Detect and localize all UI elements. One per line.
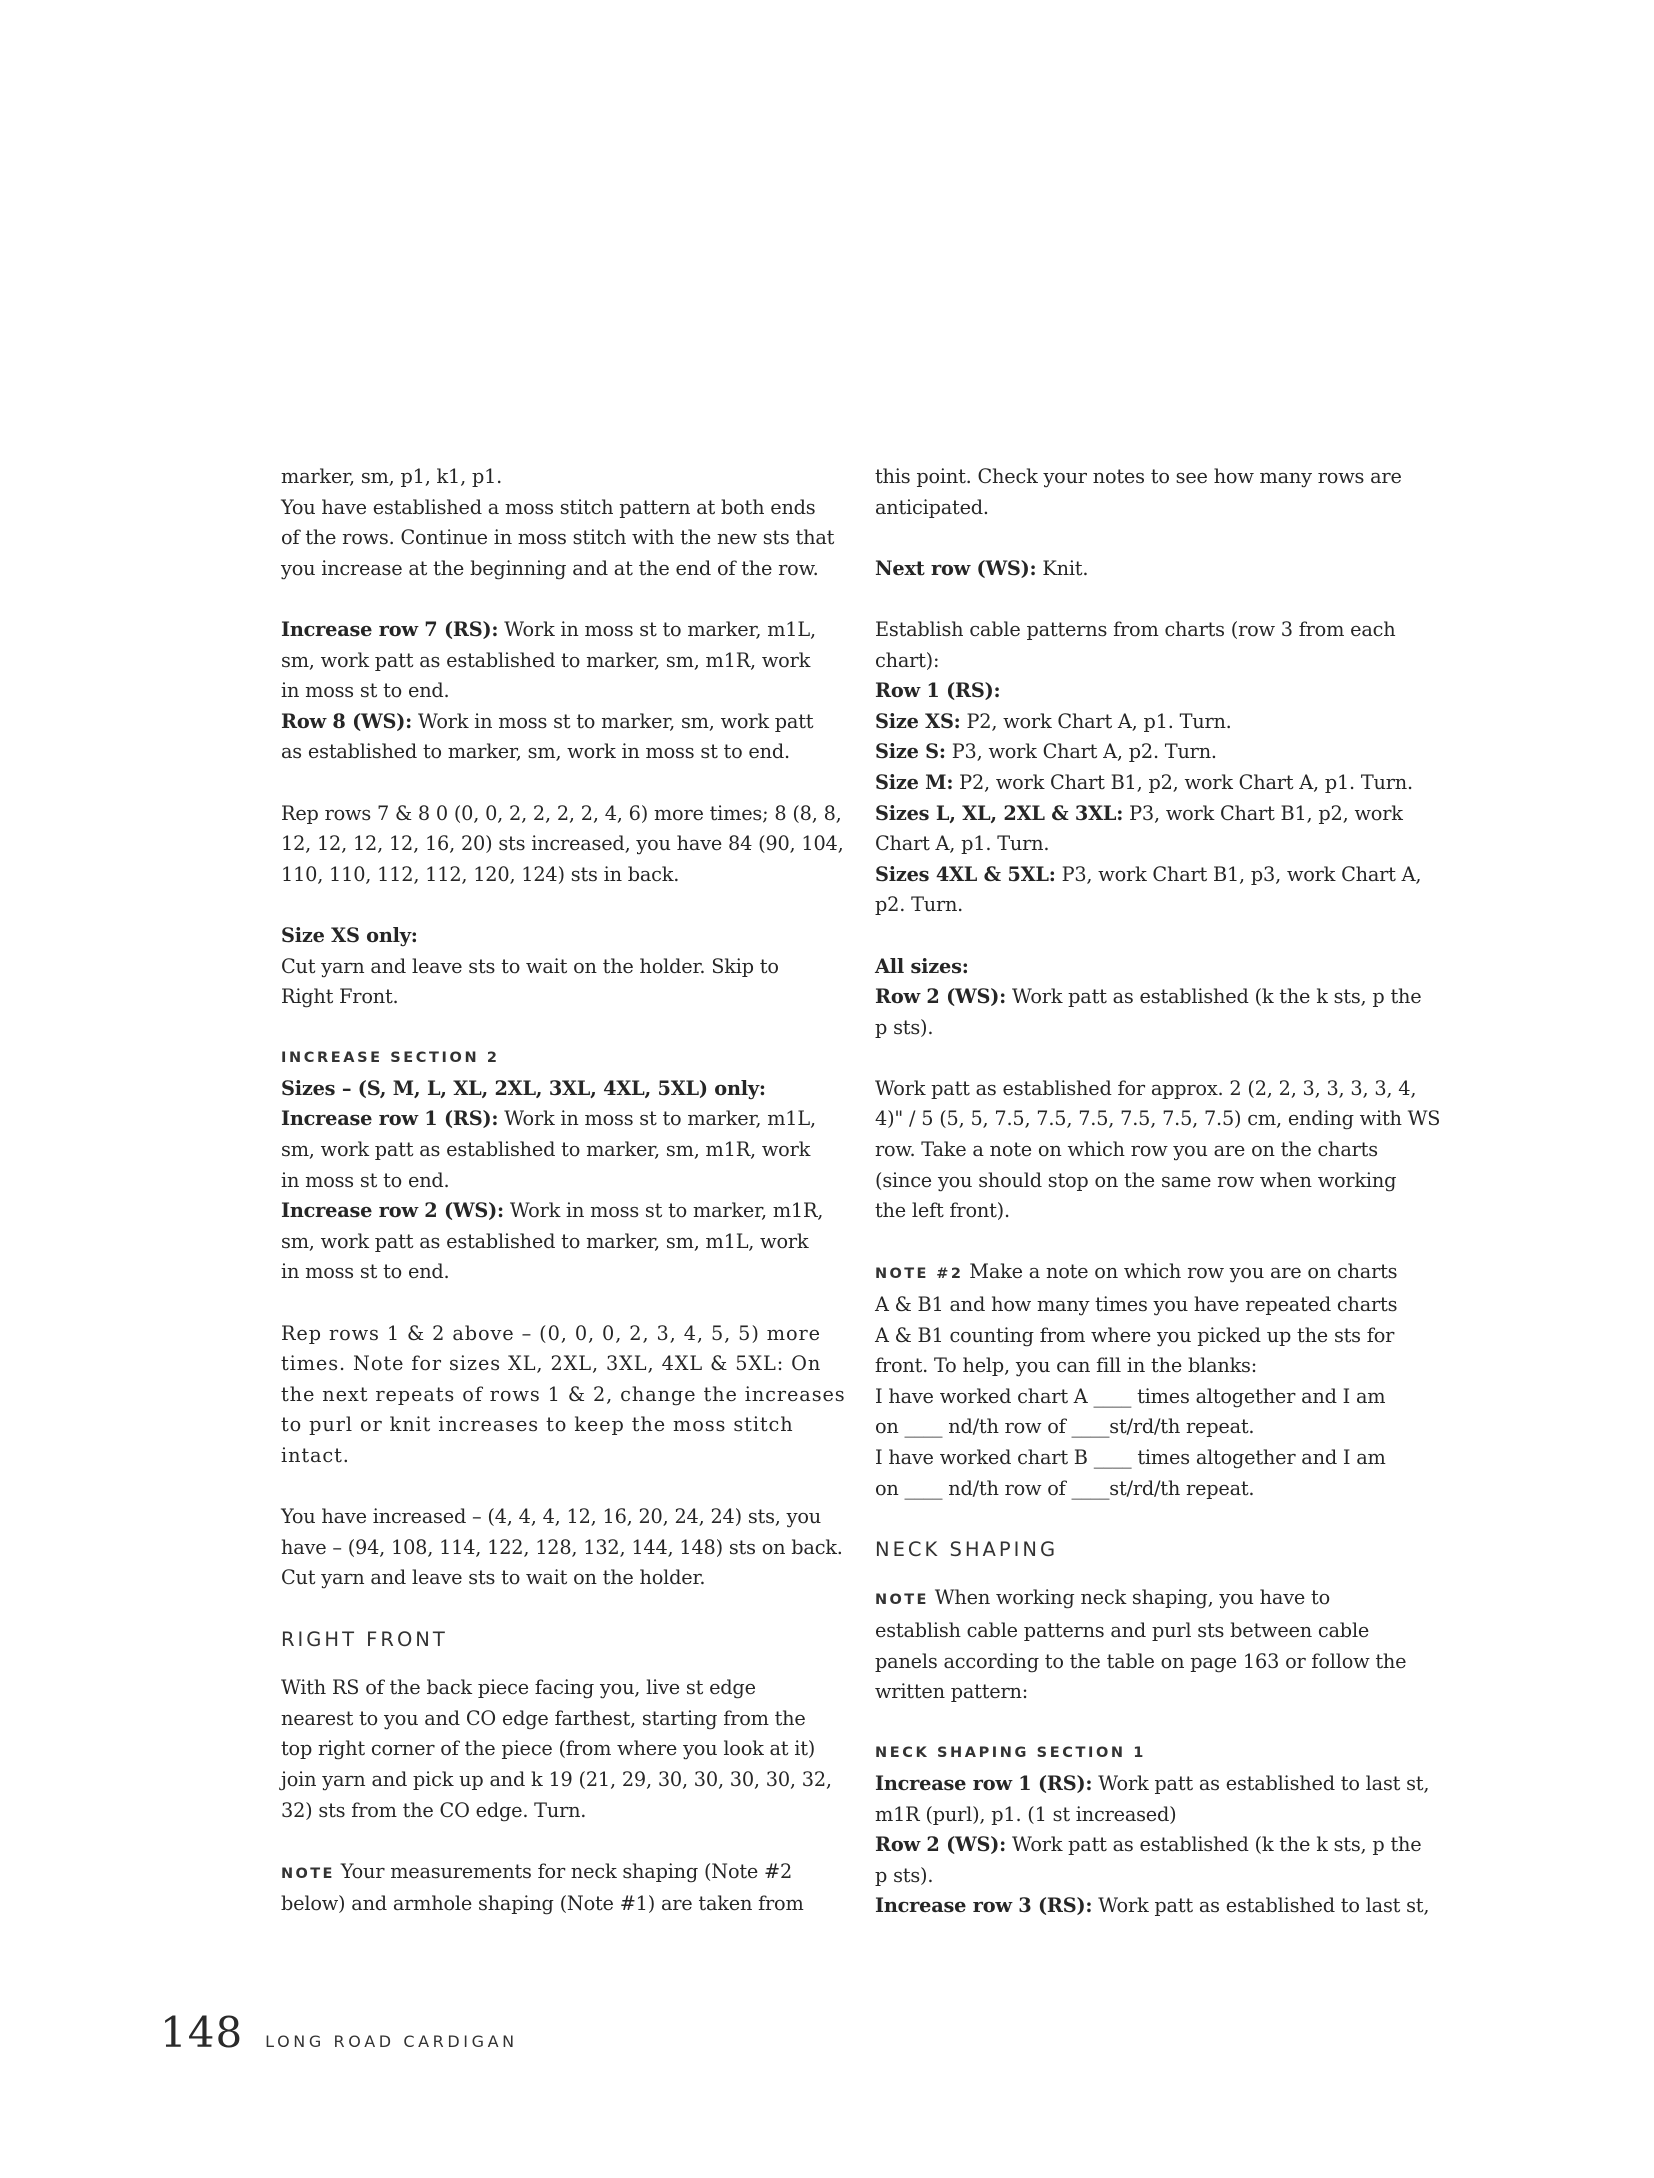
paragraph-check-notes xyxy=(875,462,1445,523)
paragraph-increase-section-2 xyxy=(281,1043,846,1288)
instruction-label: Increase row 1 (RS): xyxy=(281,1107,499,1131)
instruction-label: Increase row 3 (RS): xyxy=(875,1894,1093,1918)
text-line: you increase at the beginning and at the end of the row. xyxy=(281,556,819,580)
paragraph-neck-section-1 xyxy=(875,1738,1445,1922)
instruction-text: Work patt as established to last st, xyxy=(1092,1771,1430,1795)
instruction-label: Increase row 2 (WS): xyxy=(281,1199,504,1223)
text-line: have – (94, 108, 114, 122, 128, 132, 144, 148) sts on back. xyxy=(281,1535,843,1559)
instruction-text: P2, work Chart A, p1. Turn. xyxy=(960,709,1232,733)
instruction-label: Next row (WS): xyxy=(875,556,1037,580)
text-line xyxy=(281,1104,846,1135)
paragraph-pick-up xyxy=(281,1673,846,1826)
text-line xyxy=(875,554,1445,585)
text-line: written pattern: xyxy=(875,1680,1029,1704)
text-line xyxy=(875,1830,1445,1861)
subsection-heading: INCREASE SECTION 2 xyxy=(281,1050,500,1067)
instruction-label: Size M: xyxy=(875,770,954,794)
text-line xyxy=(875,1891,1445,1922)
note-text: When working neck shaping, you have to xyxy=(928,1586,1330,1610)
page-number: 148 xyxy=(160,2008,244,2057)
instruction-label: Row 2 (WS): xyxy=(875,1833,1007,1857)
paragraph-neck-note xyxy=(875,1583,1445,1707)
text-line: times. Note for sizes XL, 2XL, 3XL, 4XL & 5XL: On xyxy=(281,1352,822,1376)
text-line: this point. Check your notes to see how many rows are xyxy=(875,465,1402,488)
text-line xyxy=(875,860,1445,891)
text-line: Work patt as established for approx. 2 (2, 2, 3, 3, 3, 3, 4, xyxy=(875,1076,1417,1100)
text-line xyxy=(281,1196,846,1227)
text-line: to purl or knit increases to keep the moss stitch xyxy=(281,1413,794,1437)
text-line: m1R (purl), p1. (1 st increased) xyxy=(875,1802,1177,1826)
subsection-heading: NECK SHAPING SECTION 1 xyxy=(875,1745,1146,1762)
paragraph-measurement-note xyxy=(281,1857,846,1920)
text-line: sm, work patt as established to marker, sm, m1R, work xyxy=(281,1138,811,1162)
text-line xyxy=(875,1257,1445,1290)
text-line: in moss st to end. xyxy=(281,1168,450,1192)
instruction-label: All sizes: xyxy=(875,954,969,978)
note-label: NOTE xyxy=(875,1592,929,1609)
text-line: in moss st to end. xyxy=(281,1260,450,1284)
text-line xyxy=(281,707,846,738)
instruction-text: P2, work Chart B1, p2, work Chart A, p1. Turn. xyxy=(953,770,1413,794)
paragraph-rep-rows-7-8 xyxy=(281,799,846,891)
text-line: (since you should stop on the same row when working xyxy=(875,1168,1397,1192)
text-line: as established to marker, sm, work in moss st to end. xyxy=(281,740,790,764)
section-heading-right-front: RIGHT FRONT xyxy=(281,1627,448,1651)
paragraph-size-xs xyxy=(281,921,846,1013)
text-line: A & B1 counting from where you picked up the sts for xyxy=(875,1323,1395,1347)
paragraph-establish-cables xyxy=(875,615,1445,921)
text-line xyxy=(875,1769,1445,1800)
text-line: You have increased – (4, 4, 4, 12, 16, 20, 24, 24) sts, you xyxy=(281,1505,821,1529)
text-line xyxy=(875,982,1445,1013)
instruction-label: Row 1 (RS): xyxy=(875,679,1001,703)
instruction-text: Work in moss st to marker, sm, work patt xyxy=(412,709,814,733)
text-line: chart): xyxy=(875,648,940,672)
text-line: in moss st to end. xyxy=(281,679,450,703)
instruction-label: Size XS only: xyxy=(281,923,418,947)
text-line: Cut yarn and leave sts to wait on the holder. xyxy=(281,1566,706,1590)
text-line: nearest to you and CO edge farthest, starting from the xyxy=(281,1706,806,1730)
text-line: p sts). xyxy=(875,1015,934,1039)
text-line: intact. xyxy=(281,1444,350,1467)
text-line xyxy=(875,799,1445,830)
text-line: below) and armhole shaping (Note #1) are taken from xyxy=(281,1892,804,1916)
text-line: Cut yarn and leave sts to wait on the holder. Skip to xyxy=(281,954,779,978)
instruction-text: Work patt as established (k the k sts, p the xyxy=(1006,1833,1422,1857)
text-line: Chart A, p1. Turn. xyxy=(875,832,1050,856)
text-line: You have established a moss stitch pattern at both ends xyxy=(281,495,816,519)
instruction-text: Knit. xyxy=(1036,556,1089,580)
text-line xyxy=(875,768,1445,799)
note-text: Make a note on which row you are on charts xyxy=(963,1260,1398,1284)
text-line: top right corner of the piece (from where you look at it) xyxy=(281,1737,816,1761)
paragraph-work-patt xyxy=(875,1074,1445,1227)
left-column xyxy=(281,462,846,1920)
instruction-text: Work patt as established to last st, xyxy=(1092,1894,1430,1918)
running-title: LONG ROAD CARDIGAN xyxy=(265,2032,518,2051)
instruction-text: P3, work Chart B1, p2, work xyxy=(1123,801,1403,825)
paragraph-increased-total xyxy=(281,1502,846,1594)
text-line xyxy=(875,737,1445,768)
instruction-label: Increase row 1 (RS): xyxy=(875,1771,1093,1795)
instruction-label: Sizes L, XL, 2XL & 3XL: xyxy=(875,801,1124,825)
text-line xyxy=(875,1583,1445,1616)
text-line: Rep rows 7 & 8 0 (0, 0, 2, 2, 2, 2, 4, 6) more times; 8 (8, 8, xyxy=(281,801,842,825)
instruction-label: Row 8 (WS): xyxy=(281,709,413,733)
text-line: 4)" / 5 (5, 5, 7.5, 7.5, 7.5, 7.5, 7.5, 7.5) cm, ending with WS xyxy=(875,1107,1441,1131)
paragraph-moss-intro xyxy=(281,462,846,584)
instruction-text: Work in moss st to marker, m1R, xyxy=(503,1199,824,1223)
instruction-text: Work in moss st to marker, m1L, xyxy=(498,617,816,641)
text-line: sm, work patt as established to marker, sm, m1L, work xyxy=(281,1229,809,1253)
paragraph-note-2 xyxy=(875,1257,1445,1504)
text-line: front. To help, you can fill in the blanks: xyxy=(875,1354,1258,1378)
text-line: 12, 12, 12, 12, 16, 20) sts increased, you have 84 (90, 104, xyxy=(281,832,844,856)
instruction-label: Size S: xyxy=(875,740,946,764)
text-line: row. Take a note on which row you are on the charts xyxy=(875,1138,1378,1162)
text-line: of the rows. Continue in moss stitch with the new sts that xyxy=(281,526,835,550)
text-line: Rep rows 1 & 2 above – (0, 0, 0, 2, 3, 4, 5, 5) more xyxy=(281,1321,821,1345)
paragraph-increase-row-7 xyxy=(281,615,846,768)
instruction-label: Size XS: xyxy=(875,709,961,733)
instruction-text: Work patt as established (k the k sts, p the xyxy=(1006,985,1422,1009)
text-line: on ____ nd/th row of ____st/rd/th repeat. xyxy=(875,1476,1255,1500)
text-line: p2. Turn. xyxy=(875,893,964,917)
text-line: establish cable patterns and purl sts between cable xyxy=(875,1618,1370,1642)
text-line: 110, 110, 112, 112, 120, 124) sts in back. xyxy=(281,862,680,886)
text-line: I have worked chart A ____ times altogether and I am xyxy=(875,1384,1386,1408)
instruction-text: P3, work Chart B1, p3, work Chart A, xyxy=(1055,862,1422,886)
text-line: anticipated. xyxy=(875,495,989,519)
text-line: Right Front. xyxy=(281,985,399,1009)
note-text: Your measurements for neck shaping (Note #2 xyxy=(334,1859,793,1883)
text-line: Establish cable patterns from charts (row 3 from each xyxy=(875,617,1396,641)
paragraph-rep-rows-1-2 xyxy=(281,1319,846,1472)
instruction-label: Row 2 (WS): xyxy=(875,985,1007,1009)
text-line: I have worked chart B ____ times altogether and I am xyxy=(875,1446,1386,1469)
text-line: 32) sts from the CO edge. Turn. xyxy=(281,1798,587,1822)
text-line xyxy=(281,1857,846,1890)
text-line xyxy=(281,615,846,646)
text-line: p sts). xyxy=(875,1863,934,1887)
text-line xyxy=(875,707,1445,738)
instruction-label: Sizes – (S, M, L, XL, 2XL, 3XL, 4XL, 5XL) only: xyxy=(281,1076,766,1100)
instruction-label: Increase row 7 (RS): xyxy=(281,617,499,641)
section-heading-neck-shaping: NECK SHAPING xyxy=(875,1537,1059,1561)
note-label: NOTE xyxy=(281,1865,335,1882)
paragraph-all-sizes xyxy=(875,952,1445,1044)
text-line: sm, work patt as established to marker, sm, m1R, work xyxy=(281,648,811,672)
page-footer xyxy=(160,2008,518,2057)
text-line: marker, sm, p1, k1, p1. xyxy=(281,465,503,488)
note-label: NOTE #2 xyxy=(875,1266,964,1283)
instruction-label: Sizes 4XL & 5XL: xyxy=(875,862,1056,886)
instruction-text: P3, work Chart A, p2. Turn. xyxy=(945,740,1217,764)
paragraph-next-row xyxy=(875,554,1445,585)
right-column xyxy=(875,462,1445,1922)
instruction-text: Work in moss st to marker, m1L, xyxy=(498,1107,816,1131)
text-line: With RS of the back piece facing you, live st edge xyxy=(281,1676,756,1700)
text-line: panels according to the table on page 163 or follow the xyxy=(875,1649,1407,1673)
text-line: the next repeats of rows 1 & 2, change the increases xyxy=(281,1382,846,1406)
text-line: A & B1 and how many times you have repeated charts xyxy=(875,1293,1398,1317)
text-line: on ____ nd/th row of ____st/rd/th repeat. xyxy=(875,1415,1255,1439)
text-line: join yarn and pick up and k 19 (21, 29, 30, 30, 30, 30, 32, xyxy=(281,1767,832,1791)
text-line: the left front). xyxy=(875,1199,1010,1223)
